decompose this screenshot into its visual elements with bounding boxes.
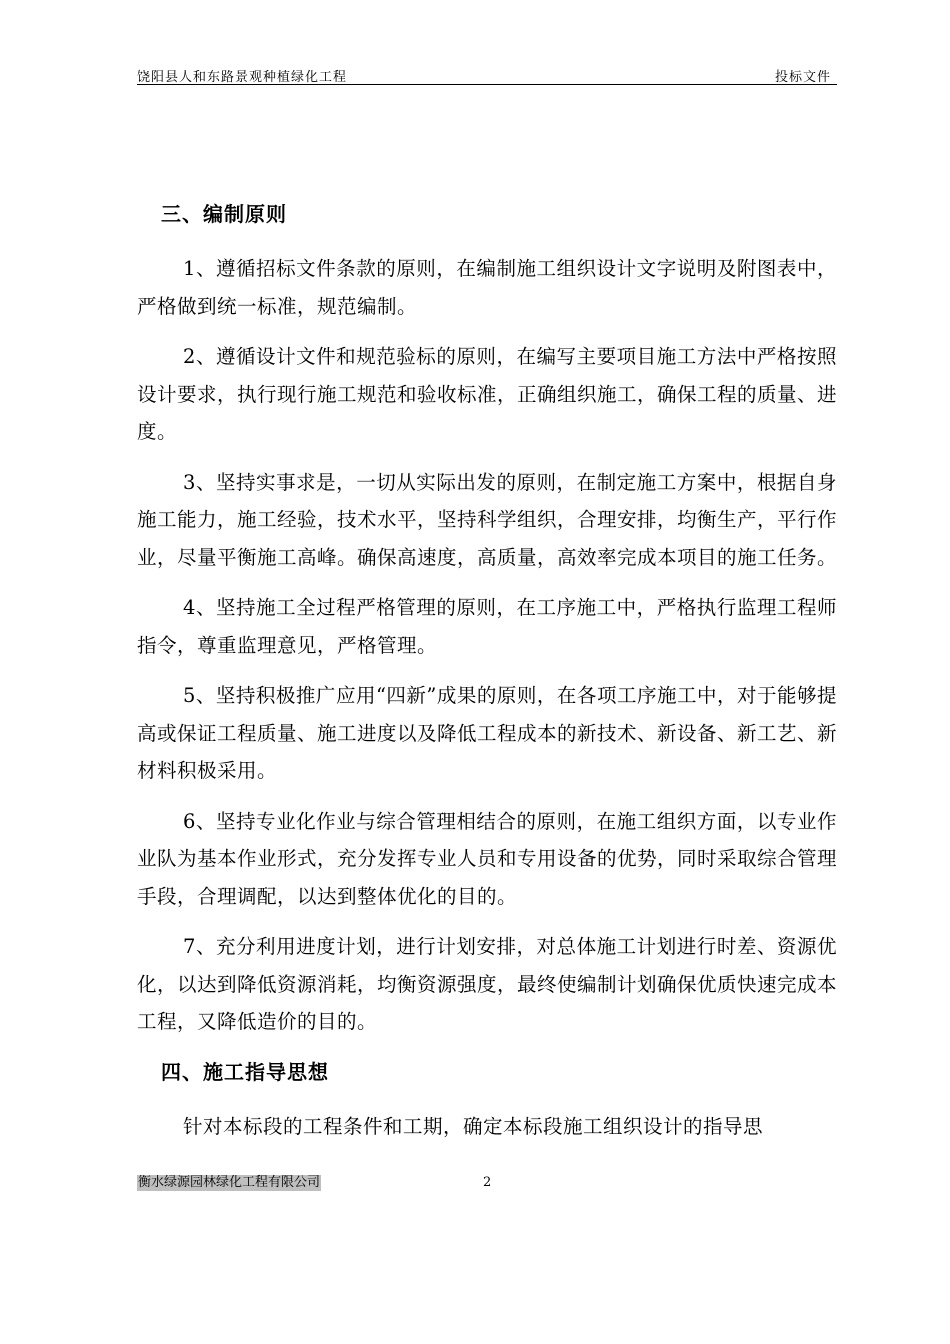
section-title-principles: 三、编制原则 <box>161 202 287 226</box>
document-body <box>137 196 837 1145</box>
page-footer <box>137 1175 837 1193</box>
paragraph-guiding-ideology: 针对本标段的工程条件和工期，确定本标段施工组织设计的指导思 <box>183 1114 764 1138</box>
paragraph-principle-7: 7、充分利用进度计划，进行计划安排，对总体施工计划进行时差、资源优化，以达到降低资源消耗，均衡资源强度，最终使编制计划确保优质快速完成本工程，又降低造价的目的。 <box>137 935 838 1033</box>
page-header <box>137 64 837 85</box>
header-doc-type: 投标文件 <box>774 70 831 85</box>
paragraph-principle-3: 3、坚持实事求是，一切从实际出发的原则，在制定施工方案中，根据自身施工能力，施工经验，技术水平，坚持科学组织，合理安排，均衡生产，平行作业，尽量平衡施工高峰。确保高速度，高质量，高效率完成本项目的施工任务。 <box>137 470 838 569</box>
footer-company-name: 衡水绿源园林绿化工程有限公司 <box>138 1175 321 1190</box>
footer-page-number: 2 <box>483 1175 492 1190</box>
paragraph-principle-2: 2、遵循设计文件和规范验标的原则，在编写主要项目施工方法中严格按照设计要求，执行现行施工规范和验收标准，正确组织施工，确保工程的质量、进度。 <box>137 345 838 443</box>
header-project-title: 饶阳县人和东路景观种植绿化工程 <box>137 70 348 85</box>
paragraph-principle-4: 4、坚持施工全过程严格管理的原则，在工序施工中，严格执行监理工程师指令，尊重监理意见，严格管理。 <box>137 596 837 657</box>
paragraph-principle-6: 6、坚持专业化作业与综合管理相结合的原则，在施工组织方面，以专业作业队为基本作业形式，充分发挥专业人员和专用设备的优势，同时采取综合管理手段，合理调配，以达到整体优化的目的。 <box>137 809 838 908</box>
paragraph-principle-1: 1、遵循招标文件条款的原则，在编制施工组织设计文字说明及附图表中，严格做到统一标准，规范编制。 <box>137 257 837 318</box>
section-title-guiding-ideology: 四、施工指导思想 <box>161 1059 329 1084</box>
paragraph-principle-5: 5、坚持积极推广应用“四新”成果的原则，在各项工序施工中，对于能够提高或保证工程质量、施工进度以及降低工程成本的新技术、新设备、新工艺、新材料积极采用。 <box>137 684 838 782</box>
